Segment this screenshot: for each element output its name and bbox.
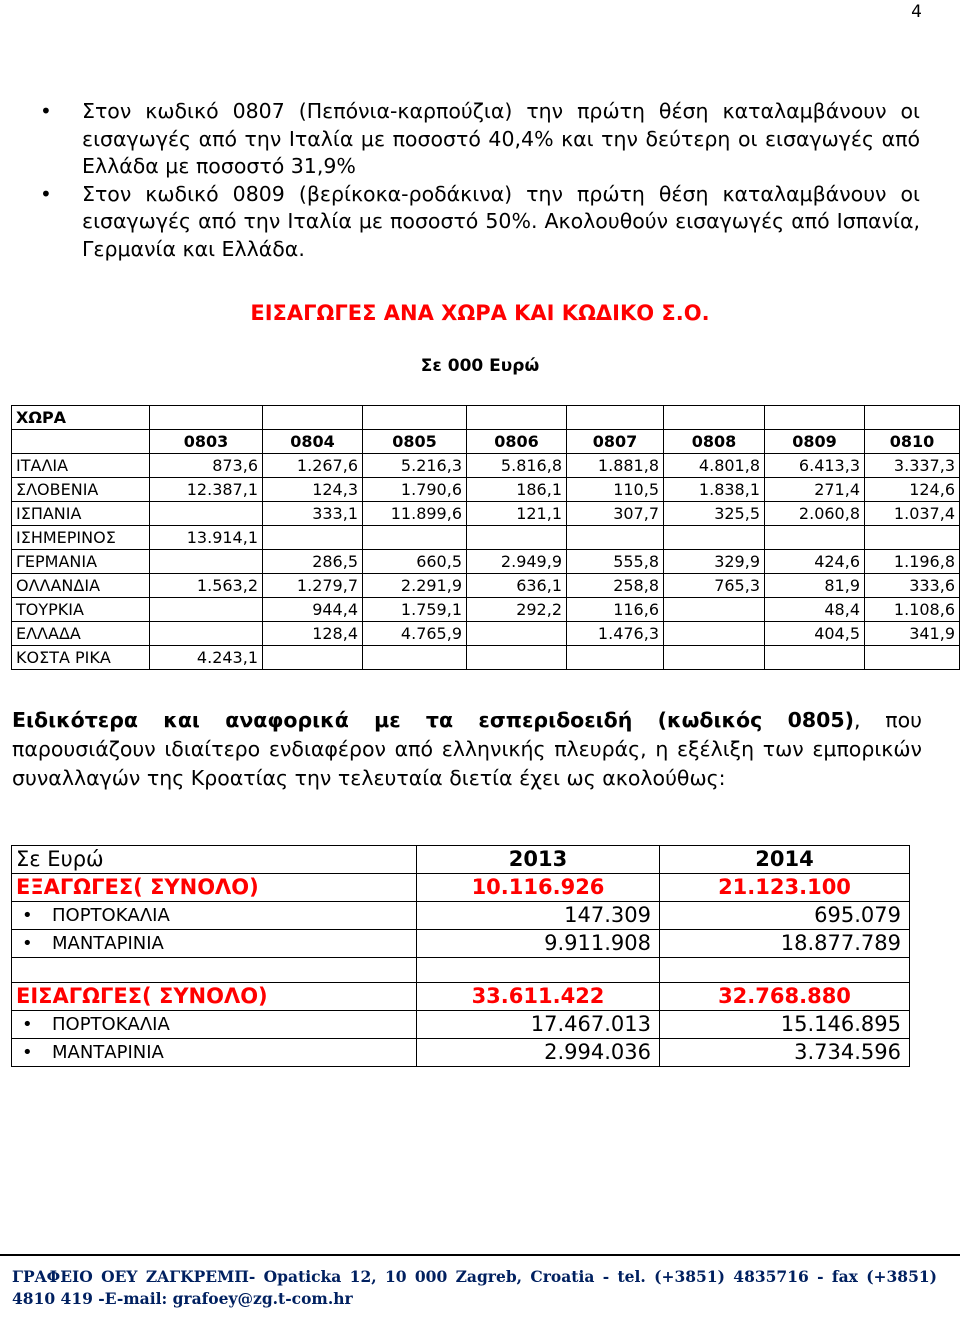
table-cell: 11.899,6	[363, 502, 467, 526]
table-cell: 81,9	[765, 574, 865, 598]
table-cell	[263, 526, 363, 550]
table-row	[12, 526, 960, 550]
table-cell	[263, 646, 363, 670]
table-cell: 341,9	[865, 622, 960, 646]
table-cell	[150, 622, 263, 646]
table-cell: 404,5	[765, 622, 865, 646]
bullet-item: • Στον κωδικό 0809 (βερίκοκα-ροδάκινα) την πρώτη θέση καταλαμβάνουν οι εισαγωγές από την Ιταλία με ποσοστό 50%. Ακολουθούν εισαγωγές από Ισπανία, Γερμανία και Ελλάδα.	[40, 181, 920, 264]
code-header: 0806	[467, 430, 567, 454]
unit-title: Σε 000 Ευρώ	[420, 356, 540, 376]
product-name: ΠΟΡΤΟΚΑΛΙΑ	[52, 905, 170, 926]
exports-total-row	[12, 874, 910, 902]
table-cell: 765,3	[664, 574, 765, 598]
table-cell: 307,7	[567, 502, 664, 526]
table-cell: 555,8	[567, 550, 664, 574]
product-value: 18.877.789	[660, 930, 910, 958]
code-header: 0807	[567, 430, 664, 454]
table-cell	[664, 622, 765, 646]
table-row	[12, 1039, 910, 1067]
page-number: 4	[911, 2, 922, 22]
table-row	[12, 1011, 910, 1039]
table-cell: 333,6	[865, 574, 960, 598]
country-column-header: ΧΩΡΑ	[12, 406, 150, 430]
imports-total-value: 33.611.422	[417, 983, 660, 1011]
country-name: ΙΣΠΑΝΙΑ	[12, 502, 150, 526]
country-name: ΓΕΡΜΑΝΙΑ	[12, 550, 150, 574]
table-cell	[664, 526, 765, 550]
table-cell: 1.563,2	[150, 574, 263, 598]
bullet-icon: •	[22, 1014, 33, 1035]
table-cell: 271,4	[765, 478, 865, 502]
product-value: 3.734.596	[660, 1039, 910, 1067]
product-value: 15.146.895	[660, 1011, 910, 1039]
table-cell: 186,1	[467, 478, 567, 502]
table-header-row	[12, 846, 910, 874]
table-cell: 292,2	[467, 598, 567, 622]
table-cell: 1.037,4	[865, 502, 960, 526]
product-name: ΜΑΝΤΑΡΙΝΙΑ	[52, 933, 164, 954]
code-header: 0803	[150, 430, 263, 454]
table-row	[12, 598, 960, 622]
table-cell: 116,6	[567, 598, 664, 622]
bullet-icon: •	[22, 905, 33, 926]
table-cell: 1.267,6	[263, 454, 363, 478]
table-cell: 1.476,3	[567, 622, 664, 646]
table-cell	[363, 526, 467, 550]
table-cell	[765, 526, 865, 550]
table-cell: 3.337,3	[865, 454, 960, 478]
table-cell: 124,6	[865, 478, 960, 502]
country-name: ΕΛΛΑΔΑ	[12, 622, 150, 646]
table-cell	[567, 646, 664, 670]
table-cell	[150, 502, 263, 526]
country-name: ΙΤΑΛΙΑ	[12, 454, 150, 478]
table-row	[12, 646, 960, 670]
year-header: 2013	[417, 846, 660, 874]
bullet-list	[40, 98, 920, 263]
table-cell: 48,4	[765, 598, 865, 622]
table-row	[12, 574, 960, 598]
table-cell: 5.216,3	[363, 454, 467, 478]
table-cell: 13.914,1	[150, 526, 263, 550]
table-row	[12, 930, 910, 958]
exports-total-value: 10.116.926	[417, 874, 660, 902]
table-cell: 660,5	[363, 550, 467, 574]
table-cell: 2.949,9	[467, 550, 567, 574]
table-cell	[467, 526, 567, 550]
bullet-icon: •	[22, 933, 33, 954]
table-cell: 424,6	[765, 550, 865, 574]
table-cell	[467, 622, 567, 646]
table-cell: 1.108,6	[865, 598, 960, 622]
table-cell: 1.790,6	[363, 478, 467, 502]
code-header: 0804	[263, 430, 363, 454]
product-name: ΠΟΡΤΟΚΑΛΙΑ	[52, 1014, 170, 1035]
country-name: ΣΛΟΒΕΝΙΑ	[12, 478, 150, 502]
unit-label: Σε Ευρώ	[12, 846, 417, 874]
table-cell: 6.413,3	[765, 454, 865, 478]
imports-total-value: 32.768.880	[660, 983, 910, 1011]
table-cell: 333,1	[263, 502, 363, 526]
code-header: 0809	[765, 430, 865, 454]
table-cell: 944,4	[263, 598, 363, 622]
imports-by-country-table	[11, 405, 960, 670]
footer-contact: ΓΡΑΦΕΙΟ ΟΕΥ ΖΑΓΚΡΕΜΠ- Opaticka 12, 10 000 Zagreb, Croatia - tel. (+3851) 4835716 - fax (+3851) 4810 419 -E-mail: grafoey@zg.t-com.hr	[12, 1267, 937, 1308]
country-name: ΙΣΗΜΕΡΙΝΟΣ	[12, 526, 150, 550]
year-header: 2014	[660, 846, 910, 874]
table-cell: 1.759,1	[363, 598, 467, 622]
table-row	[12, 454, 960, 478]
product-name: ΜΑΝΤΑΡΙΝΙΑ	[52, 1042, 164, 1063]
table-cell: 2.291,9	[363, 574, 467, 598]
table-row	[12, 902, 910, 930]
country-name: ΚΟΣΤΑ ΡΙΚΑ	[12, 646, 150, 670]
section-title: ΕΙΣΑΓΩΓΕΣ ΑΝΑ ΧΩΡΑ ΚΑΙ ΚΩΔΙΚΟ Σ.Ο.	[250, 301, 710, 325]
table-cell	[567, 526, 664, 550]
table-cell: 12.387,1	[150, 478, 263, 502]
table-cell: 325,5	[664, 502, 765, 526]
table-cell: 1.838,1	[664, 478, 765, 502]
citrus-trade-table	[11, 845, 910, 1067]
table-row	[12, 478, 960, 502]
table-cell	[664, 598, 765, 622]
table-cell	[150, 550, 263, 574]
intro-paragraph-bold: Ειδικότερα και αναφορικά με τα εσπεριδοειδή (κωδικός 0805)	[12, 708, 855, 732]
exports-total-label: ΕΞΑΓΩΓΕΣ( ΣΥΝΟΛΟ)	[12, 874, 417, 902]
table-cell	[765, 646, 865, 670]
code-header: 0805	[363, 430, 467, 454]
product-value: 2.994.036	[417, 1039, 660, 1067]
code-header: 0808	[664, 430, 765, 454]
imports-total-label: ΕΙΣΑΓΩΓΕΣ( ΣΥΝΟΛΟ)	[12, 983, 417, 1011]
table-cell: 4.765,9	[363, 622, 467, 646]
product-value: 147.309	[417, 902, 660, 930]
imports-total-row	[12, 983, 910, 1011]
table-cell: 110,5	[567, 478, 664, 502]
table-cell: 286,5	[263, 550, 363, 574]
spacer-row	[12, 958, 910, 983]
exports-total-value: 21.123.100	[660, 874, 910, 902]
code-header: 0810	[865, 430, 960, 454]
table-cell: 1.196,8	[865, 550, 960, 574]
product-value: 17.467.013	[417, 1011, 660, 1039]
table-cell: 5.816,8	[467, 454, 567, 478]
table-row	[12, 622, 960, 646]
table-row	[12, 502, 960, 526]
country-name: ΤΟΥΡΚΙΑ	[12, 598, 150, 622]
table-cell: 4.243,1	[150, 646, 263, 670]
bullet-icon: •	[22, 1042, 33, 1063]
table-cell: 128,4	[263, 622, 363, 646]
product-value: 9.911.908	[417, 930, 660, 958]
table-cell: 329,9	[664, 550, 765, 574]
table-cell: 636,1	[467, 574, 567, 598]
table-header-row	[12, 406, 960, 430]
table-row	[12, 550, 960, 574]
footer-divider	[0, 1254, 960, 1256]
code-header-row	[12, 430, 960, 454]
intro-paragraph	[12, 706, 922, 793]
product-value: 695.079	[660, 902, 910, 930]
table-cell	[150, 598, 263, 622]
country-name: ΟΛΛΑΝΔΙΑ	[12, 574, 150, 598]
table-cell: 1.279,7	[263, 574, 363, 598]
intro-paragraph-text: , που παρουσιάζουν ιδιαίτερο ενδιαφέρον από ελληνικής πλευράς, η εξέλιξη των εμπορικών συναλλαγών της Κροατίας την τελευταία διετία έχει ως ακολούθως:	[12, 708, 922, 790]
bullet-item: • Στον κωδικό 0807 (Πεπόνια-καρπούζια) την πρώτη θέση καταλαμβάνουν οι εισαγωγές από την Ιταλία με ποσοστό 40,4% και την δεύτερη οι εισαγωγές από Ελλάδα με ποσοστό 31,9%	[40, 98, 920, 181]
table-cell	[467, 646, 567, 670]
table-cell: 873,6	[150, 454, 263, 478]
table-cell: 121,1	[467, 502, 567, 526]
table-cell: 258,8	[567, 574, 664, 598]
table-cell	[363, 646, 467, 670]
table-cell: 124,3	[263, 478, 363, 502]
table-cell	[865, 526, 960, 550]
table-cell: 2.060,8	[765, 502, 865, 526]
table-cell	[664, 646, 765, 670]
table-cell: 4.801,8	[664, 454, 765, 478]
table-cell: 1.881,8	[567, 454, 664, 478]
table-cell	[865, 646, 960, 670]
